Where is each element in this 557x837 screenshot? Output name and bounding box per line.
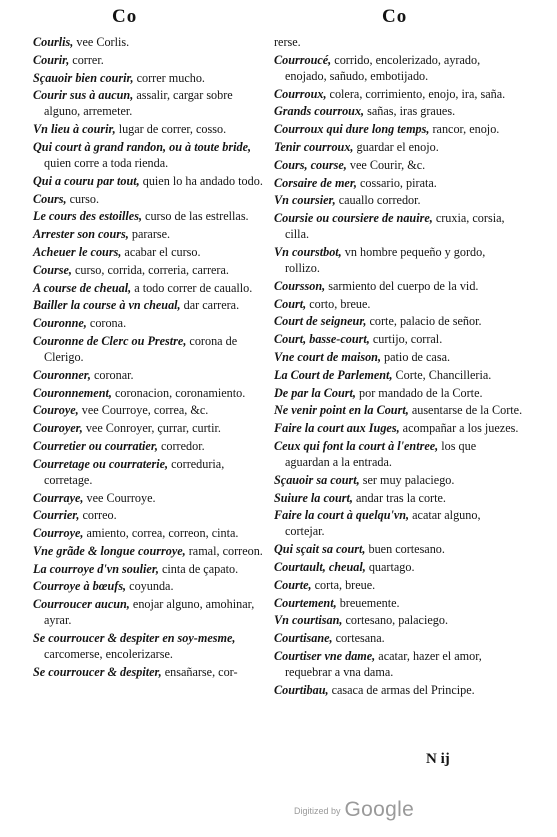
entry-headword: Sçauoir bien courir, (33, 70, 134, 85)
dictionary-entry (33, 385, 271, 401)
entry-definition: corta, breue. (311, 577, 376, 592)
entry-headword: Courraye, (33, 490, 84, 505)
dictionary-entry (33, 139, 271, 171)
entry-definition: sañas, iras graues. (364, 104, 456, 119)
dictionary-entry (274, 278, 523, 294)
entry-headword: Cours, course, (274, 157, 347, 172)
entry-definition: vee Courir, &c. (346, 157, 426, 172)
entry-definition: lugar de correr, cosso. (115, 122, 227, 137)
entry-headword: Courlis, (33, 35, 74, 49)
entry-definition: pararse. (128, 227, 171, 242)
dictionary-entry (274, 595, 523, 611)
entry-definition: cauallo corredor. (335, 193, 421, 208)
entry-headword: Vne court de maison, (274, 350, 381, 364)
entry-headword: Tenir courroux, (274, 140, 354, 154)
dictionary-entry (33, 402, 271, 418)
entry-headword: Couronnement, (33, 385, 112, 400)
dictionary-entry (274, 86, 523, 102)
entry-definition: patio de casa. (381, 350, 451, 364)
entry-headword: Qui court à grand randon, ou à toute bride, (33, 140, 252, 154)
entry-definition: guardar el enojo. (353, 140, 439, 154)
entry-definition: enojar alguno, amohinar, ayrar. (44, 597, 255, 628)
dictionary-entry (274, 507, 523, 539)
entry-definition: cortesano, palaciego. (342, 613, 448, 628)
entry-headword: Courtiser vne dame, (274, 648, 376, 663)
entry-headword: Coursie ou coursiere de nauire, (274, 211, 433, 226)
entry-headword: Couroyer, (33, 421, 83, 436)
entry-headword: Bailler la course à vn cheual, (33, 298, 181, 313)
entry-headword: Courir sus à aucun, (33, 88, 134, 103)
dictionary-entry (274, 490, 523, 506)
entry-definition: corona. (86, 316, 127, 331)
entry-headword: Courroucé, (274, 52, 332, 67)
entry-definition: correr mucho. (133, 70, 205, 85)
dictionary-entry (274, 420, 523, 436)
entry-definition: ser muy palaciego. (359, 472, 455, 487)
entry-headword: Se courroucer & despiter, (33, 665, 162, 679)
dictionary-entry (33, 507, 271, 523)
dictionary-entry (33, 52, 271, 68)
entry-definition: Corte, Chancilleria. (392, 367, 492, 382)
dictionary-entry (33, 70, 271, 86)
dictionary-entry (274, 559, 523, 575)
entry-headword: Couroye, (33, 403, 79, 418)
entry-definition: assalir, cargar sobre alguno, arremeter. (44, 88, 233, 119)
watermark-prefix: Digitized by (294, 806, 341, 816)
dictionary-entry (274, 34, 523, 50)
entry-headword: Court de seigneur, (274, 314, 367, 329)
left-column (33, 34, 271, 682)
entry-definition: sarmiento del cuerpo de la vid. (325, 278, 479, 293)
entry-headword: Grands courroux, (274, 104, 365, 119)
entry-definition: coronacion, coronamiento. (111, 385, 246, 400)
entry-definition: correduria, corretage. (44, 456, 225, 487)
dictionary-entry (274, 175, 523, 191)
entry-definition: quartago. (365, 560, 415, 574)
dictionary-entry (33, 297, 271, 313)
entry-headword: Ceux qui font la court à l'entree, (274, 438, 439, 453)
entry-headword: Courroucer aucun, (33, 597, 130, 612)
entry-definition: ausentarse de la Corte. (408, 403, 523, 418)
entry-headword: Courir, (33, 52, 70, 67)
entry-headword: Courtault, cheual, (274, 560, 366, 574)
entry-definition: cortesana. (332, 631, 385, 646)
dictionary-entry (274, 139, 523, 155)
running-head-right: Co (382, 6, 408, 27)
entry-definition: ensañarse, cor- (161, 665, 238, 679)
running-head-left: Co (112, 6, 138, 27)
dictionary-entry (274, 121, 523, 137)
entry-definition: andar tras la corte. (352, 490, 446, 505)
entry-definition: corto, breue. (306, 296, 371, 311)
dictionary-entry (33, 578, 271, 594)
dictionary-entry (33, 456, 271, 488)
entry-headword: Court, (274, 296, 307, 311)
entry-definition: corte, palacio de señor. (366, 314, 482, 329)
entry-definition: vn hombre pequeño y gordo, rollizo. (285, 245, 486, 276)
dictionary-entry (274, 349, 523, 365)
entry-headword: Cours, (33, 191, 67, 206)
entry-headword: Courrier, (33, 508, 80, 523)
dictionary-entry (33, 525, 271, 541)
entry-definition: cossario, pirata. (356, 175, 437, 190)
entry-definition: curtijo, corral. (369, 332, 443, 347)
dictionary-entry (274, 402, 523, 418)
dictionary-entry (274, 331, 523, 347)
dictionary-entry (33, 280, 271, 296)
dictionary-entry (33, 490, 271, 506)
entry-definition: curso. (66, 191, 100, 206)
entry-headword: Vn courtisan, (274, 613, 343, 628)
dictionary-entry (33, 121, 271, 137)
entry-headword: Couronner, (33, 367, 91, 382)
dictionary-entry (33, 262, 271, 278)
entry-headword: Sçauoir sa court, (274, 472, 360, 487)
entry-headword: Couronne, (33, 316, 87, 331)
dictionary-entry (33, 596, 271, 628)
entry-definition: colera, corrimiento, enojo, ira, saña. (326, 86, 506, 101)
dictionary-entry (33, 438, 271, 454)
entry-headword: Vn coursier, (274, 193, 336, 208)
entry-headword: Courtisane, (274, 631, 333, 646)
dictionary-entry (33, 543, 271, 559)
entry-definition: curso, corrida, correria, carrera. (71, 262, 229, 277)
dictionary-entry (274, 682, 523, 698)
entry-definition: corona de Clerigo. (44, 333, 238, 364)
dictionary-entry (33, 420, 271, 436)
dictionary-entry (33, 630, 271, 662)
dictionary-entry (274, 244, 523, 276)
digitized-watermark (294, 798, 414, 822)
dictionary-entry (33, 367, 271, 383)
entry-headword: La courroye d'vn soulier, (33, 561, 159, 576)
signature-mark: N ij (426, 751, 450, 767)
entry-headword: Coursson, (274, 278, 326, 293)
entry-headword: Court, basse-court, (274, 332, 370, 347)
dictionary-entry (274, 648, 523, 680)
entry-headword: Courroye à bœufs, (33, 579, 127, 594)
dictionary-entry (33, 208, 271, 224)
dictionary-entry (33, 333, 271, 365)
entry-definition: vee Courroye. (83, 490, 156, 505)
entry-headword: Courroye, (33, 526, 84, 541)
entry-definition: correo. (79, 508, 117, 523)
dictionary-entry (274, 438, 523, 470)
entry-definition: vee Conroyer, çurrar, curtir. (82, 421, 221, 436)
entry-headword: Corsaire de mer, (274, 175, 357, 190)
dictionary-entry (274, 192, 523, 208)
entry-definition: a todo correr de cauallo. (131, 280, 253, 295)
dictionary-entry (274, 385, 523, 401)
entry-definition: los que aguardan a la entrada. (285, 438, 477, 469)
entry-headword: Courroux qui dure long temps, (274, 122, 430, 137)
dictionary-entry (274, 210, 523, 242)
entry-definition: coyunda. (126, 579, 174, 594)
entry-definition: correr. (69, 52, 104, 67)
entry-definition: breuemente. (336, 595, 400, 610)
entry-headword: Qui a couru par tout, (33, 173, 140, 188)
dictionary-entry (33, 664, 271, 680)
entry-headword: Couronne de Clerc ou Prestre, (33, 333, 187, 348)
entry-definition: quien corre a toda rienda. (44, 156, 169, 171)
dictionary-entry (274, 630, 523, 646)
entry-headword: De par la Court, (274, 385, 356, 400)
entry-headword: Course, (33, 262, 72, 277)
entry-headword: Le cours des estoilles, (33, 209, 142, 224)
entry-headword: Courtibau, (274, 682, 329, 697)
entry-headword: Courroux, (274, 86, 327, 101)
entry-definition: vee Corlis. (73, 35, 130, 49)
entry-headword: Vne grãde & longue courroye, (33, 543, 186, 558)
watermark-brand: Google (344, 798, 415, 821)
dictionary-entry (274, 296, 523, 312)
dictionary-entry (274, 157, 523, 173)
entry-definition: amiento, correa, correon, cinta. (83, 526, 239, 541)
entry-definition: rerse. (274, 35, 301, 49)
entry-headword: Qui sçait sa court, (274, 542, 366, 557)
dictionary-entry (33, 87, 271, 119)
dictionary-entry (33, 191, 271, 207)
entry-definition: buen cortesano. (365, 542, 445, 557)
entry-headword: Vn lieu à courir, (33, 122, 116, 137)
entry-headword: Acheuer le cours, (33, 245, 122, 259)
right-column (274, 34, 523, 700)
entry-definition: curso de las estrellas. (142, 209, 249, 224)
entry-headword: Courtement, (274, 595, 337, 610)
dictionary-entry (274, 541, 523, 557)
entry-definition: acatar, hazer el amor, requebrar a vna dama. (285, 648, 482, 679)
entry-headword: Arrester son cours, (33, 227, 129, 242)
entry-definition: acabar el curso. (121, 245, 201, 259)
dictionary-entry (274, 313, 523, 329)
dictionary-entry (274, 472, 523, 488)
dictionary-entry (274, 612, 523, 628)
entry-definition: coronar. (90, 367, 134, 382)
dictionary-entry (274, 52, 523, 84)
entry-headword: Faire la court aux Iuges, (274, 421, 400, 436)
entry-headword: Se courroucer & despiter en soy-mesme, (33, 631, 236, 646)
dictionary-entry (33, 173, 271, 189)
entry-definition: rancor, enojo. (429, 122, 500, 137)
entry-definition: cinta de çapato. (158, 561, 239, 576)
dictionary-entry (33, 34, 271, 50)
entry-headword: Vn courstbot, (274, 245, 342, 259)
entry-definition: vee Courroye, correa, &c. (78, 403, 209, 418)
entry-headword: Courretier ou courratier, (33, 438, 158, 453)
entry-definition: acatar alguno, cortejar. (285, 508, 481, 539)
dictionary-entry (274, 103, 523, 119)
entry-definition: corredor. (157, 438, 205, 453)
dictionary-entry (33, 561, 271, 577)
entry-headword: Courretage ou courraterie, (33, 456, 169, 471)
entry-definition: quien lo ha andado todo. (139, 173, 263, 188)
entry-headword: Courte, (274, 577, 312, 592)
dictionary-entry (33, 226, 271, 242)
entry-headword: Ne venir point en la Court, (274, 403, 409, 418)
dictionary-entry (274, 577, 523, 593)
entry-definition: acompañar a los juezes. (399, 421, 519, 436)
entry-definition: casaca de armas del Principe. (328, 682, 475, 697)
entry-headword: La Court de Parlement, (274, 367, 393, 382)
entry-headword: Suiure la court, (274, 490, 353, 505)
dictionary-entry (274, 367, 523, 383)
entry-definition: ramal, correon. (185, 543, 263, 558)
entry-definition: dar carrera. (180, 298, 240, 313)
entry-headword: A course de cheual, (33, 280, 132, 295)
entry-definition: carcomerse, encolerizarse. (44, 647, 173, 662)
entry-definition: por mandado de la Corte. (355, 385, 483, 400)
dictionary-entry (33, 315, 271, 331)
dictionary-entry (33, 244, 271, 260)
entry-headword: Faire la court à quelqu'vn, (274, 508, 410, 523)
entry-definition: corrido, encolerizado, ayrado, enojado, sañudo, embotijado. (285, 52, 481, 83)
entry-definition: cruxia, corsia, cilla. (285, 211, 505, 242)
